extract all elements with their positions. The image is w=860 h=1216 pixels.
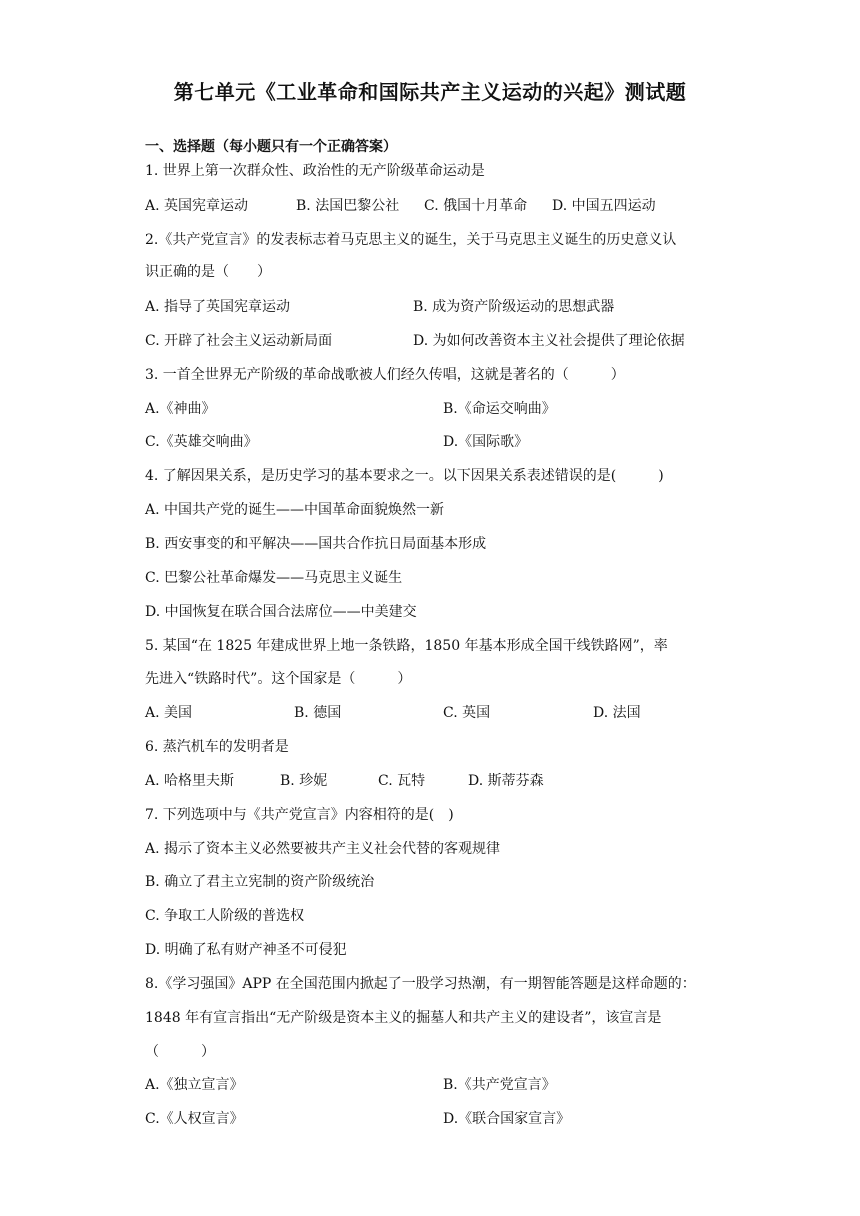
section-heading: 一、选择题（每小题只有一个正确答案）	[145, 139, 397, 155]
question-3-stem: 3. 一首全世界无产阶级的革命战歌被人们经久传唱，这就是著名的（ ）	[145, 367, 625, 383]
question-2-stem-line-2: 识正确的是（ ）	[145, 264, 271, 280]
question-4-stem: 4. 了解因果关系，是历史学习的基本要求之一。以下因果关系表述错误的是( )	[145, 468, 664, 484]
question-2-option-a: A. 指导了英国宪章运动	[145, 299, 291, 315]
question-7-option-c: C. 争取工人阶级的普选权	[145, 908, 305, 924]
question-8-option-a: A.《独立宣言》	[145, 1077, 244, 1093]
question-6-option-c: C. 瓦特	[378, 773, 426, 789]
question-7-option-b: B. 确立了君主立宪制的资产阶级统治	[145, 874, 375, 890]
question-3-option-c: C.《英雄交响曲》	[145, 434, 258, 450]
question-3-option-b: B.《命运交响曲》	[443, 401, 556, 417]
question-1-option-a: A. 英国宪章运动	[145, 198, 249, 214]
question-2-option-d: D. 为如何改善资本主义社会提供了理论依据	[413, 333, 685, 349]
question-4-option-d: D. 中国恢复在联合国合法席位——中美建交	[145, 604, 417, 620]
question-1-stem: 1. 世界上第一次群众性、政治性的无产阶级革命运动是	[145, 163, 485, 179]
question-5-stem-line-2: 先进入“铁路时代”。这个国家是（ ）	[145, 671, 412, 687]
question-5-stem-line-1: 5. 某国“在 1825 年建成世界上地一条铁路，1850 年基本形成全国干线铁路网”，率	[145, 638, 668, 654]
question-1-option-c: C. 俄国十月革命	[424, 198, 528, 214]
question-8-stem-line-1: 8.《学习强国》APP 在全国范围内掀起了一股学习热潮，有一期智能答题是这样命题的：	[145, 976, 696, 992]
question-8-option-d: D.《联合国家宣言》	[443, 1111, 571, 1127]
question-5-option-b: B. 德国	[294, 705, 342, 721]
question-4-option-c: C. 巴黎公社革命爆发——马克思主义诞生	[145, 570, 403, 586]
question-7-option-a: A. 揭示了资本主义必然要被共产主义社会代替的客观规律	[145, 841, 501, 857]
question-6-option-d: D. 斯蒂芬森	[468, 773, 544, 789]
question-5-option-d: D. 法国	[593, 705, 641, 721]
question-1-option-b: B. 法国巴黎公社	[296, 198, 400, 214]
question-8-option-c: C.《人权宣言》	[145, 1111, 244, 1127]
question-2-stem-line-1: 2.《共产党宣言》的发表标志着马克思主义的诞生，关于马克思主义诞生的历史意义认	[145, 232, 677, 248]
question-8-stem-line-2: 1848 年有宣言指出“无产阶级是资本主义的掘墓人和共产主义的建设者”，该宣言是	[145, 1010, 662, 1026]
question-7-stem: 7. 下列选项中与《共产党宣言》内容相符的是( )	[145, 807, 454, 823]
question-6-option-b: B. 珍妮	[280, 773, 328, 789]
question-2-option-b: B. 成为资产阶级运动的思想武器	[413, 299, 615, 315]
question-5-option-a: A. 美国	[145, 705, 193, 721]
question-4-option-a: A. 中国共产党的诞生——中国革命面貌焕然一新	[145, 502, 445, 518]
question-6-stem: 6. 蒸汽机车的发明者是	[145, 739, 289, 755]
question-2-option-c: C. 开辟了社会主义运动新局面	[145, 333, 333, 349]
question-5-option-c: C. 英国	[443, 705, 491, 721]
question-4-option-b: B. 西安事变的和平解决——国共合作抗日局面基本形成	[145, 536, 487, 552]
question-3-option-a: A.《神曲》	[145, 401, 216, 417]
question-7-option-d: D. 明确了私有财产神圣不可侵犯	[145, 942, 347, 958]
page-title: 第七单元《工业革命和国际共产主义运动的兴起》测试题	[173, 80, 687, 104]
question-6-option-a: A. 哈格里夫斯	[145, 773, 235, 789]
question-8-option-b: B.《共产党宣言》	[443, 1077, 556, 1093]
question-8-stem-line-3: （ ）	[145, 1044, 215, 1060]
question-1-option-d: D. 中国五四运动	[552, 198, 656, 214]
question-3-option-d: D.《国际歌》	[443, 434, 529, 450]
